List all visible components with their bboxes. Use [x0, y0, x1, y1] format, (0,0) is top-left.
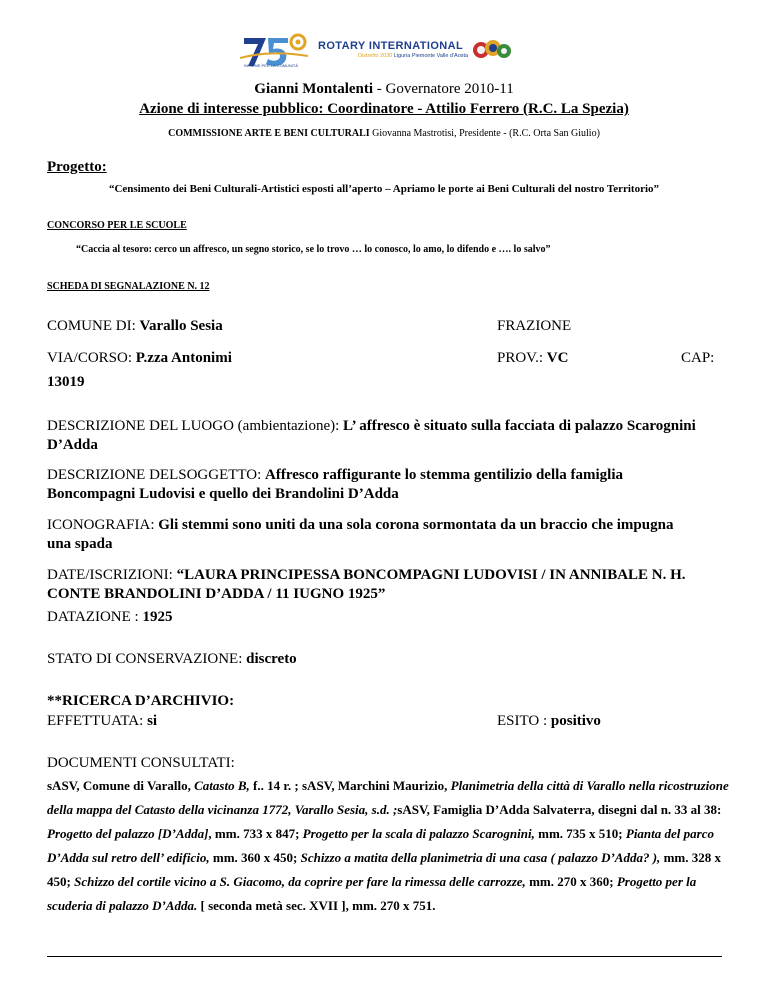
- via-field: VIA/CORSO: P.zza Antonimi: [47, 350, 232, 366]
- rotary-logo: [240, 28, 530, 70]
- stato-field: STATO DI CONSERVAZIONE: discreto: [47, 651, 297, 667]
- cap-value: 13019: [47, 374, 85, 390]
- archive-done: EFFETTUATA: si: [47, 713, 158, 729]
- club-crests-icon: [472, 36, 512, 66]
- comune-field: COMUNE DI: Varallo Sesia: [47, 318, 223, 334]
- sheet-label: SCHEDA DI SEGNALAZIONE N. 12: [47, 281, 210, 292]
- archive-label: **RICERCA D’ARCHIVIO:: [47, 693, 235, 709]
- datazione-field: DATAZIONE : 1925: [47, 609, 173, 625]
- project-label: Progetto:: [47, 159, 107, 175]
- footer-rule: [47, 956, 722, 957]
- logo-left-caption: INSIEME PER LA COMUNITÀ: [244, 63, 299, 68]
- action-line: Azione di interesse pubblico: Coordinatore - Attilio Ferrero (R.C. La Spezia): [139, 101, 629, 117]
- logo-district: Distretto 2030 Liguria Piemonte Valle d'Aosta: [358, 53, 469, 59]
- soggetto-field: DESCRIZIONE DELSOGGETTO: Affresco raffigurante lo stemma gentilizio della famiglia Boncompagni Ludovisi e quello dei Brandolini D’Adda: [47, 467, 624, 502]
- contest-motto: “Caccia al tesoro: cerco un affresco, un segno storico, se lo trovo … lo conosco, lo amo, lo difendo e …. lo salvo”: [76, 244, 551, 255]
- date-field: DATE/ISCRIZIONI: “LAURA PRINCIPESSA BONCOMPAGNI LUDOVISI / IN ANNIBALE N. H. CONTE BRANDOLINI D’ADDA / 11 IUGNO 1925”: [47, 567, 686, 602]
- project-title: “Censimento dei Beni Culturali-Artistici esposti all’aperto – Apriamo le porte ai Beni Culturali del nostro Territorio”: [108, 183, 660, 195]
- frazione-field: FRAZIONE: [497, 318, 572, 334]
- commission-line: COMMISSIONE ARTE E BENI CULTURALI Giovanna Mastrotisi, Presidente - (R.C. Orta San Giulio): [168, 128, 600, 139]
- cap-label: CAP:: [681, 350, 715, 366]
- logo-title: ROTARY INTERNATIONAL: [318, 40, 464, 52]
- governor-line: Gianni Montalenti - Governatore 2010-11: [254, 81, 514, 97]
- documents-label: DOCUMENTI CONSULTATI:: [47, 755, 235, 771]
- luogo-field: DESCRIZIONE DEL LUOGO (ambientazione): L’ affresco è situato sulla facciata di palazzo Scarognini D’Adda: [47, 418, 696, 453]
- iconografia-field: ICONOGRAFIA: Gli stemmi sono uniti da una sola corona sormontata da un braccio che impugna una spada: [47, 517, 674, 552]
- documents-list: sASV, Comune di Varallo, Catasto B, f.. 14 r. ; sASV, Marchini Maurizio, Planimetria della città di Varallo nella ricostruzione della mappa del Catasto della vicinanza 1772, Varallo Sesia, s.d. ;sASV, Famiglia D’Adda Salvaterra, disegni dal n. 33 al 38: Progetto del palazzo [D’Adda], mm. 733 x 847; Progetto per la scala di palazzo Scarognini, mm. 735 x 510; Pianta del parco D’Adda sul retro dell’ edificio, mm. 360 x 450; Schizzo a matita della planimetria di una casa ( palazzo D’Adda? ), mm. 328 x 450; Schizzo del cortile vicino a S. Giacomo, da coprire per fare la rimessa delle carrozze, mm. 270 x 360; Progetto per la scuderia di palazzo D’Adda. [ seconda metà sec. XVII ], mm. 270 x 751.: [47, 778, 729, 913]
- prov-field: PROV.: VC: [497, 350, 569, 366]
- archive-esito: ESITO : positivo: [497, 713, 601, 729]
- contest-label: CONCORSO PER LE SCUOLE: [47, 220, 187, 231]
